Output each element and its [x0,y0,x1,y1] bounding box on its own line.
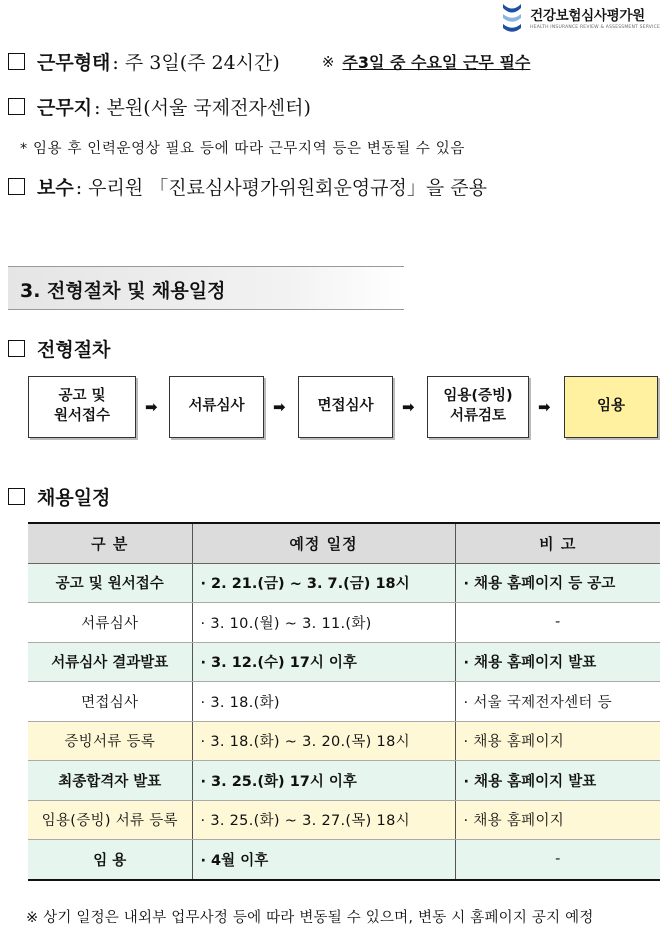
row-category: 공고 및 원서접수 [28,563,192,603]
column-header: 구 분 [28,523,192,563]
process-step-announcement: 공고 및 원서접수 [28,376,136,438]
row-category: 면접심사 [28,682,192,722]
hira-logo [500,2,660,32]
row-note: · 채용 홈페이지 발표 [455,761,660,801]
hira-logo-icon [500,2,524,32]
checkbox-square-icon [8,53,25,70]
row-date: · 3. 18.(화) ~ 3. 20.(목) 18시 [192,721,455,761]
row-date: · 3. 10.(월) ~ 3. 11.(화) [192,603,455,643]
row-note: · 채용 홈페이지 [455,721,660,761]
row-date: · 4월 이후 [192,840,455,880]
row-date: · 3. 25.(화) 17시 이후 [192,761,455,801]
table-row [28,642,660,682]
row-note: · 채용 홈페이지 [455,800,660,840]
row-note: · 채용 홈페이지 발표 [455,642,660,682]
right-arrow-icon: ➡ [273,398,286,416]
schedule-heading-label: 채용일정 [37,487,111,509]
row-note: - [455,603,660,643]
row-category: 서류심사 [28,603,192,643]
table-row [28,840,660,880]
table-header-row [28,523,660,563]
checkbox-square-icon [8,340,25,357]
checkbox-square-icon [8,178,25,195]
table-row [28,563,660,603]
location-label: 근무지 [37,97,93,119]
work-type-label: 근무형태 [37,52,111,74]
location-note: * 임용 후 인력운영상 필요 등에 따라 근무지역 등은 변동될 수 있음 [20,141,465,157]
schedule-heading [8,483,110,510]
process-step-verification: 임용(증빙) 서류검토 [427,376,529,438]
row-note: · 채용 홈페이지 등 공고 [455,563,660,603]
row-date: · 3. 18.(화) [192,682,455,722]
table-row [28,682,660,722]
row-category: 임 용 [28,840,192,880]
section-header [8,266,404,310]
checkbox-square-icon [8,488,25,505]
footnote: ※ 상기 일정은 내외부 업무사정 등에 따라 변동될 수 있으며, 변동 시 홈페이지 공지 예정 [26,910,594,926]
row-category: 서류심사 결과발표 [28,642,192,682]
checkbox-square-icon [8,98,25,115]
table-row [28,761,660,801]
table-row [28,721,660,761]
process-step-document-review: 서류심사 [169,376,264,438]
row-note: · 서울 국제전자센터 등 [455,682,660,722]
row-note: - [455,840,660,880]
row-date: · 2. 21.(금) ~ 3. 7.(금) 18시 [192,563,455,603]
right-arrow-icon: ➡ [538,398,551,416]
process-step-appointment: 임용 [564,376,658,438]
schedule-table [28,522,660,881]
location-line [8,93,311,120]
pay-line [8,173,487,200]
location-value: : 본원(서울 국제전자센터) [94,97,311,119]
logo-title: 건강보험심사평가원 [530,8,645,24]
column-header: 비 고 [455,523,660,563]
process-heading [8,335,110,362]
section-title: 3. 전형절차 및 채용일정 [20,280,226,302]
process-flow [0,376,672,440]
reference-mark: ※ [321,52,335,71]
logo-subtitle: HEALTH INSURANCE REVIEW & ASSESSMENT SERVICE [530,25,660,30]
process-step-interview: 면접심사 [298,376,393,438]
table-row [28,603,660,643]
row-category: 최종합격자 발표 [28,761,192,801]
table-row [28,800,660,840]
pay-value: : 우리원 「진료심사평가위원회운영규정」을 준용 [75,177,487,199]
pay-label: 보수 [37,177,74,199]
column-header: 예정 일정 [192,523,455,563]
right-arrow-icon: ➡ [145,398,158,416]
work-type-value: : 주 3일(주 24시간) [112,52,280,74]
row-date: · 3. 25.(화) ~ 3. 27.(목) 18시 [192,800,455,840]
work-type-line [8,48,530,75]
row-category: 증빙서류 등록 [28,721,192,761]
row-category: 임용(증빙) 서류 등록 [28,800,192,840]
work-type-note: 주3일 중 수요일 근무 필수 [342,53,531,72]
row-date: · 3. 12.(수) 17시 이후 [192,642,455,682]
right-arrow-icon: ➡ [402,398,415,416]
process-heading-label: 전형절차 [37,339,111,361]
